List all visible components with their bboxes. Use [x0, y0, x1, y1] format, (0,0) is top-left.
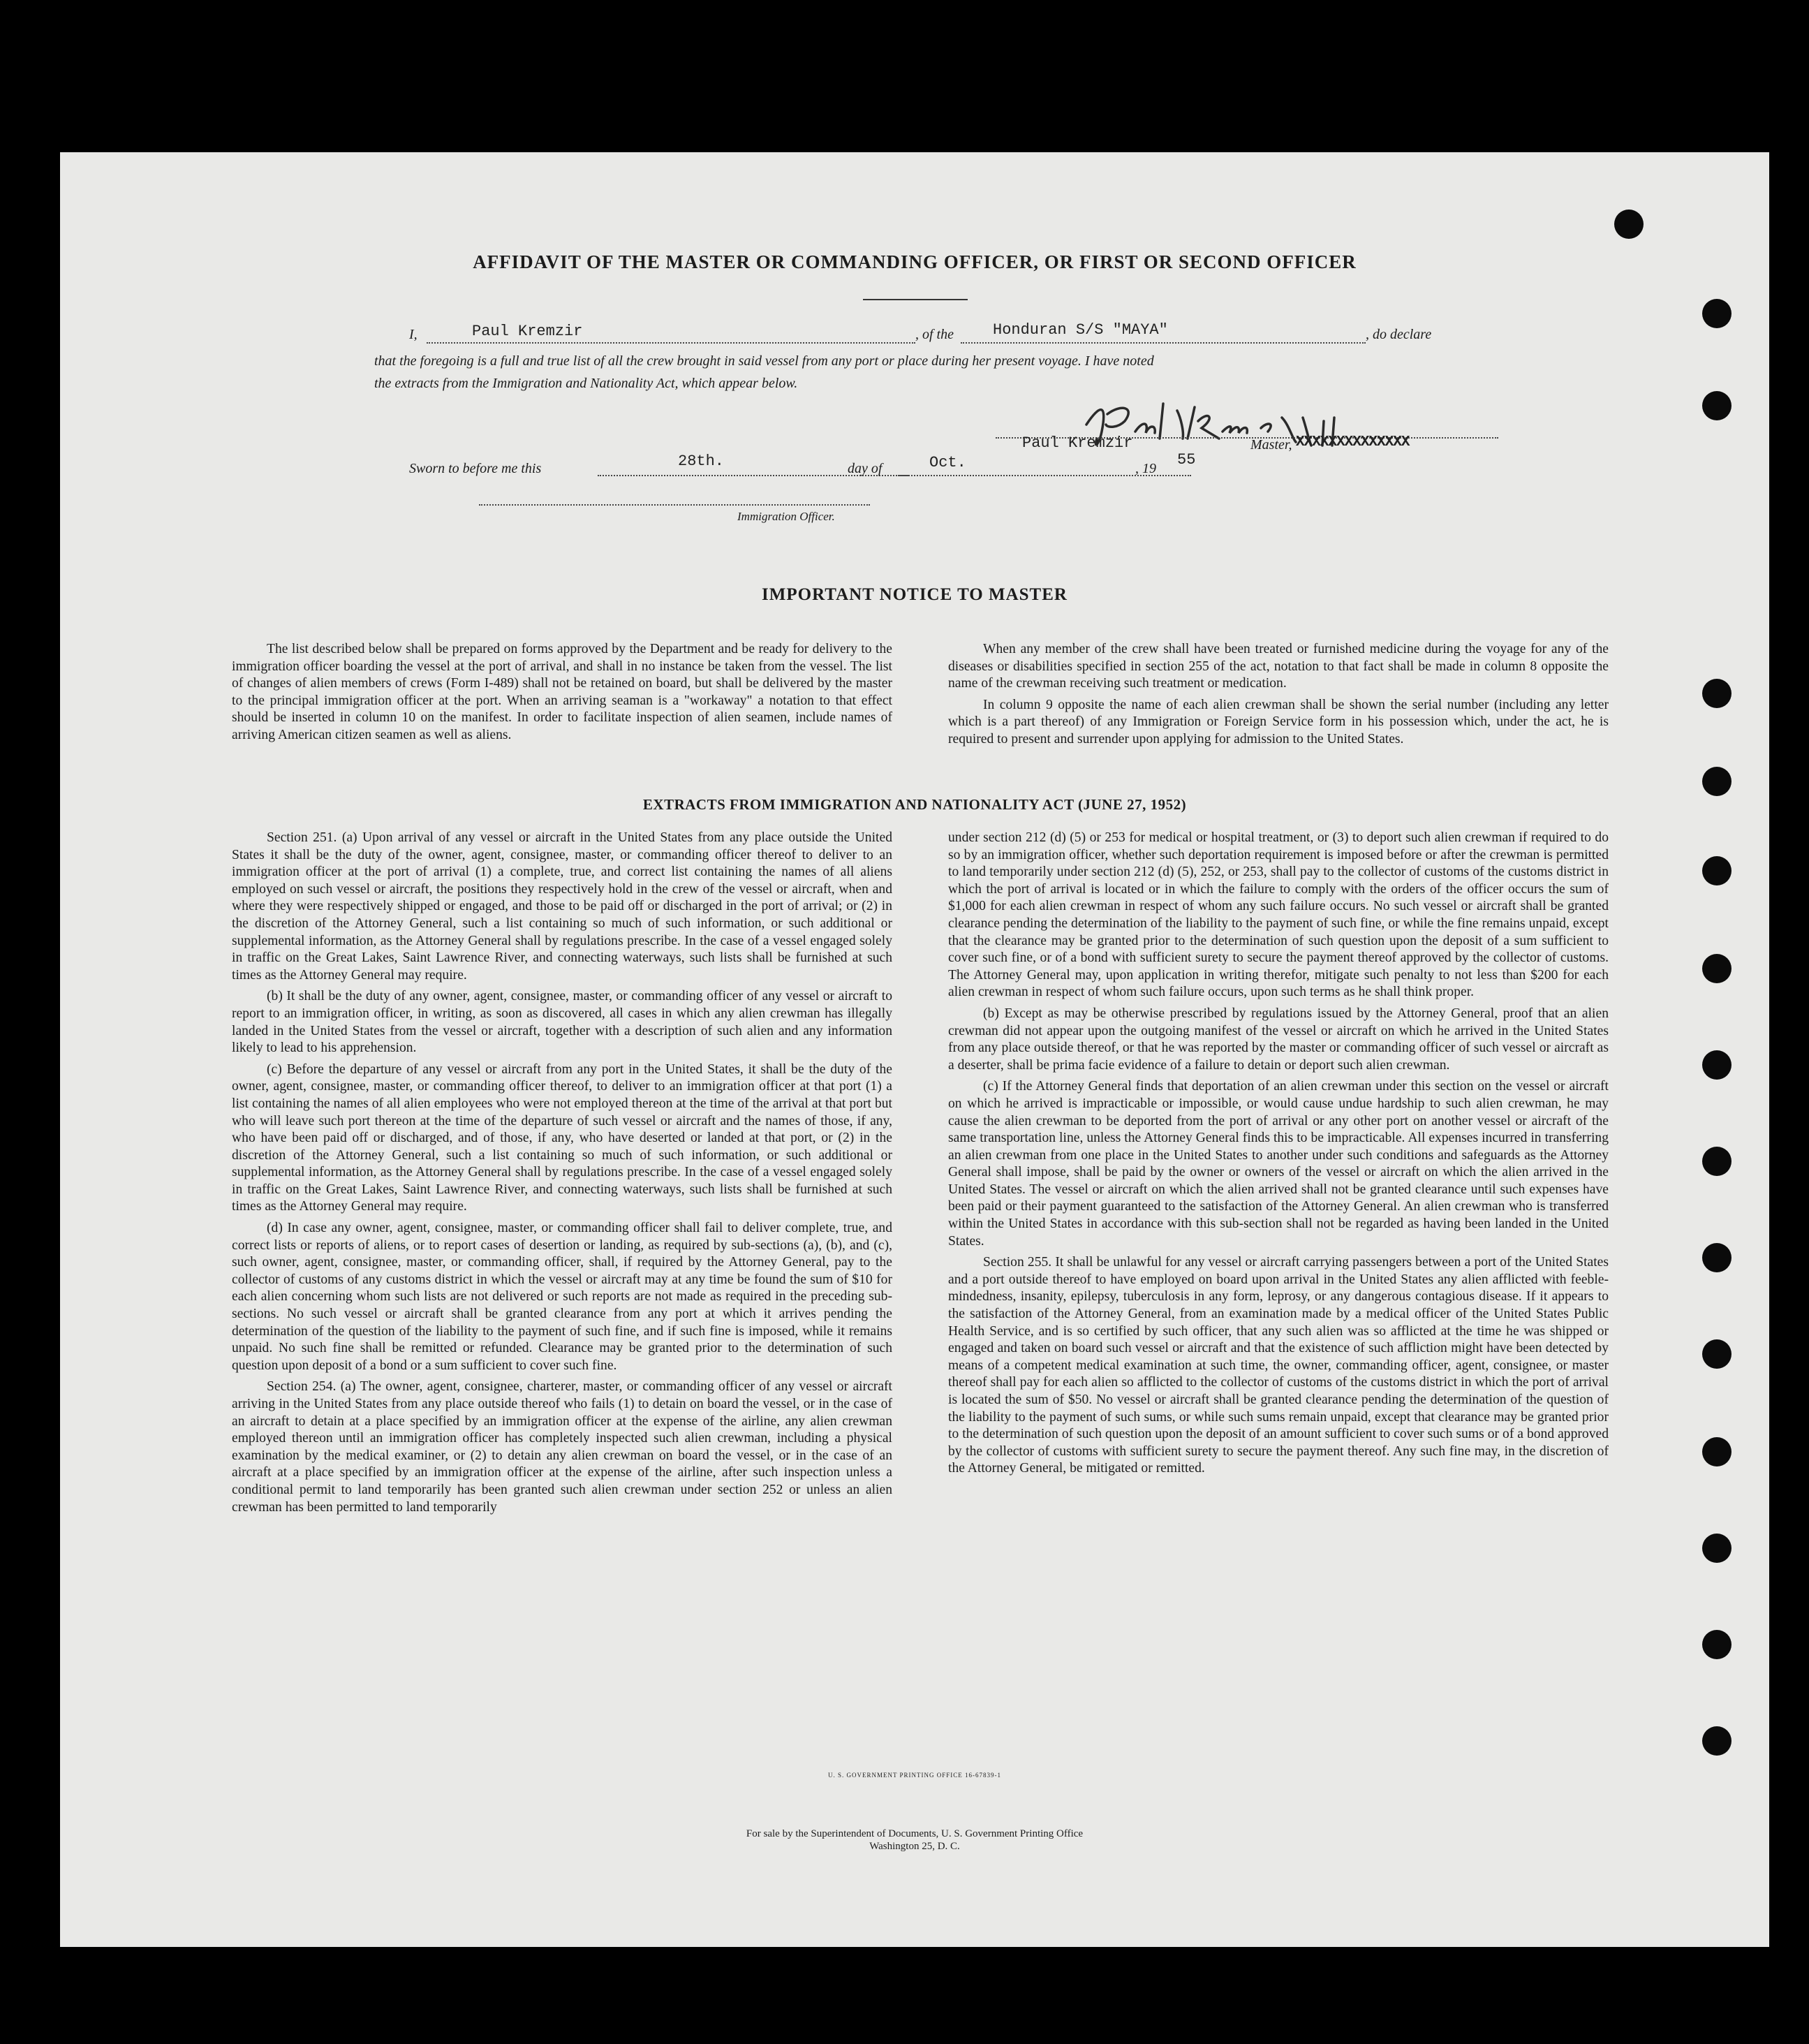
- punch-hole: [1702, 1726, 1732, 1756]
- punch-hole: [1702, 954, 1732, 983]
- punch-hole: [1702, 1339, 1732, 1369]
- document-page: [60, 152, 1769, 1947]
- sale-line-2: Washington 25, D. C.: [869, 1841, 960, 1852]
- extract-section-255: Section 255. It shall be unlawful for any vessel or aircraft carrying passengers between a port of the United States and a port outside thereof to have employed on board upon arrival in the United States any alien afflicted with feeble-mindedness, insanity, epilepsy, tuberculosis in any form, leprosy, or any dangerous contagious disease. If it appears to the satisfaction of the Attorney General, from an examination made by a medical officer of the United States Public Health Service, and is so certified by such officer, that any such alien was so afflicted at the time he was shipped or engaged and taken on board such vessel or aircraft and that the existence of such affliction might have been detected by means of a competent medical examination at such time, the owner, commanding officer, agent, consignee, or master thereof shall pay for each alien so afflicted to the collector of customs of the customs district in which the port of arrival is located the sum of $50. No vessel or aircraft shall be granted clearance pending the determination of the question of the liability to the payment of such sums, or while such sums remain unpaid, except that clearance may be granted prior to the determination of such question upon the deposit of an amount sufficient to cover such sums or of a bond approved by the collector of customs with sufficient surety to secure the payment thereof. Any such fine may, in the discretion of the Attorney General, be mitigated or remitted.: [948, 1255, 1609, 1476]
- sworn-day: 28th.: [678, 453, 725, 470]
- declaration-line-3: the extracts from the Immigration and Nationality Act, which appear below.: [374, 376, 798, 391]
- extracts-right-column: [948, 830, 1609, 1482]
- extract-section-251b: (b) It shall be the duty of any owner, agent, consignee, master, or commanding officer of any vessel or aircraft to report to an immigration officer, in writing, as soon as discovered, all cases in which any alien crewman has illegally landed in the United States from the vessel or aircraft, together with a description of such alien and any information likely to lead to his apprehension.: [232, 989, 892, 1056]
- name-line: [427, 342, 915, 344]
- extract-section-254c: (c) If the Attorney General finds that deportation of an alien crewman under this section on the vessel or aircraft on which he arrived is impracticable or impossible, or would cause undue hardship to such alien crewman, he may cause the alien crewman to be deported from the port of arrival or any other port on another vessel or aircraft of the same transportation line, unless the Attorney General finds this to be impracticable. All expenses incurred in transferring an alien crewman from one place in the United States to another under such conditions and safeguards as the Attorney General shall impose, shall be paid by the owner or owners of the vessel or aircraft on which the alien arrived in the United States. The vessel or aircraft on which the alien arrived shall not be granted clearance until such expenses have been paid or their payment guaranteed to the satisfaction of the Attorney General. An alien crewman who is transferred within the United States in accordance with this sub-section shall not be regarded as having been landed in the United States.: [948, 1079, 1609, 1249]
- punch-hole: [1702, 767, 1732, 796]
- sworn-label: Sworn to before me this: [409, 461, 542, 476]
- notice-right: [948, 641, 1609, 753]
- punch-hole: [1702, 1630, 1732, 1659]
- sworn-year: 55: [1177, 451, 1196, 469]
- extract-section-251c: (c) Before the departure of any vessel or aircraft from any port in the United States, it shall be the duty of the owner, agent, consignee, master, or commanding officer thereof, to deliver to an immigration officer at that port (1) a list containing the names of all alien employees who were not employed thereon at the time of the arrival at that port but who will leave such port thereon at the time of the departure of such vessel or aircraft and the names of those, if any, who have been paid off or discharged, and of those, if any, who have deserted or landed at that port, or (2) in the discretion of the Attorney General, such a list containing so much of such information, or such additional or supplemental information, as the Attorney General shall by regulations prescribe. In the case of a vessel engaged solely in traffic on the Great Lakes, Saint Lawrence River, and connecting waterways, such lists shall be furnished at such times as the Attorney General may require.: [232, 1061, 892, 1214]
- affidavit-title: AFFIDAVIT OF THE MASTER OR COMMANDING OFFICER, OR FIRST OR SECOND OFFICER: [473, 251, 1357, 272]
- declarant-name: Paul Kremzir: [472, 323, 583, 340]
- notice-title: IMPORTANT NOTICE TO MASTER: [762, 585, 1068, 604]
- punch-hole: [1702, 856, 1732, 885]
- master-strikeout: XXXXXXXXXXXXXX: [1296, 434, 1410, 450]
- extract-section-251a: Section 251. (a) Upon arrival of any vessel or aircraft in the United States from any place outside the United States it shall be the duty of the owner, agent, consignee, master, or commanding officer thereof to deliver to an immigration officer at the port of arrival (1) a complete, true, and correct list containing the names of all aliens employed on such vessel or aircraft, the positions they respectively hold in the crew of the vessel or aircraft, when and where they were respectively shipped or engaged, and those to be paid off or discharged in the port of arrival; or (2) in the discretion of the Attorney General, such a list containing so much of such information, or such additional or supplemental information, as the Attorney General shall by regulations prescribe. In the case of a vessel engaged solely in traffic on the Great Lakes, Saint Lawrence River, and connecting waterways, such lists shall be furnished at such times as the Attorney General may require.: [232, 830, 892, 983]
- notice-right-paragraph-2: In column 9 opposite the name of each alien crewman shall be shown the serial number (including any letter which is a part thereof) of any Immigration or Foreign Service form in his possession which, under the act, he is required to present and surrender upon applying for admission to the United States.: [948, 697, 1609, 747]
- punch-hole: [1702, 1050, 1732, 1080]
- punch-hole: [1702, 1534, 1732, 1563]
- year-prefix: , 19: [1135, 461, 1156, 476]
- punch-hole: [1702, 679, 1732, 708]
- extract-section-254b: (b) Except as may be otherwise prescribed by regulations issued by the Attorney General, proof that an alien crewman did not appear upon the outgoing manifest of the vessel or aircraft on which he arrived in the United States from any place outside thereof, or that he was reported by the master or commanding officer of such vessel or aircraft as a deserter, shall be prima facie evidence of a failure to detain or deport such alien crewman.: [948, 1006, 1609, 1073]
- punch-hole: [1702, 1243, 1732, 1272]
- do-declare-label: , do declare: [1366, 327, 1432, 342]
- extract-section-251d: (d) In case any owner, agent, consignee, master, or commanding officer shall fail to deliver complete, true, and correct lists or reports of aliens, or to report cases of desertion or landing, as required by sub-sections (a), (b), and (c), such owner, agent, consignee, master, or commanding officer, shall, if required by the Attorney General, pay to the collector of customs of any customs district in which the vessel or aircraft may at any time be found the sum of $10 for each alien concerning whom such lists are not delivered or such reports are not made as required in the preceding sub-sections. No such vessel or aircraft shall be granted clearance from any port at which it arrives pending the determination of the question of the liability to the payment of such fine, and if such fine is imposed, while it remains unpaid. No such fine shall be remitted or refunded. Clearance may be granted prior to the determination of such question upon deposit of a bond or a sum sufficient to cover such fine.: [232, 1221, 892, 1373]
- notice-right-paragraph-1: When any member of the crew shall have been treated or furnished medicine during the voyage for any of the diseases or disabilities specified in section 255 of the act, notation to that fact shall be made in column 8 opposite the name of the crewman receiving such treatment or medication.: [948, 642, 1609, 691]
- punch-hole: [1614, 209, 1644, 239]
- master-label: Master,: [1250, 437, 1292, 453]
- punch-hole: [1702, 299, 1732, 328]
- printing-office-code: U. S. GOVERNMENT PRINTING OFFICE 16-67839-1: [827, 1772, 1002, 1779]
- extracts-title: EXTRACTS FROM IMMIGRATION AND NATIONALITY ACT (JUNE 27, 1952): [642, 796, 1187, 813]
- sworn-month: Oct.: [929, 454, 966, 471]
- of-the-label: , of the: [915, 327, 954, 342]
- officer-line: [479, 504, 870, 506]
- title-divider: [863, 299, 968, 300]
- punch-hole: [1702, 1147, 1732, 1176]
- day-of-label: day of: [848, 461, 883, 476]
- vessel-line: [961, 342, 1366, 344]
- extract-section-254a-cont: under section 212 (d) (5) or 253 for medical or hospital treatment, or (3) to deport such alien crewman if required to do so by an immigration officer, whether such deportation requirement is imposed before or after the crewman is permitted to land temporarily under section 212 (d) (5), 252, or 253, shall pay to the collector of customs of the customs district in which the port of arrival is located or in which the failure to comply with the orders of the officer occurs the sum of $1,000 for each alien crewman in respect of whom any such failure occurs. No such vessel or aircraft shall be granted clearance pending the determination of the liability to the payment of such fine, or while the fine remains unpaid, except that the clearance may be granted prior to the determination of such question upon the deposit of a sum sufficient to cover such fine, or of a bond with sufficient surety to secure the payment thereof approved by the collector of customs. The Attorney General may, upon application in writing therefor, mitigate such penalty to not less than $200 for each alien crewman in respect of whom such failure occurs, upon such terms as he shall think proper.: [948, 830, 1609, 1000]
- vessel-name: Honduran S/S "MAYA": [993, 321, 1168, 339]
- notice-left-paragraph: The list described below shall be prepared on forms approved by the Department and be ready for delivery to the immigration officer boarding the vessel at the port of arrival, and shall in no instance be taken from the vessel. The list of changes of alien members of crews (Form I-489) shall not be retained on board, but shall be delivered by the master to the principal immigration officer at the port. When an arriving seaman is a "workaway" a notation to that effect should be inserted in column 10 on the manifest. In order to facilitate inspection of alien seamen, include names of arriving American citizen seamen as well as aliens.: [232, 642, 892, 742]
- immigration-officer-label: Immigration Officer.: [737, 510, 835, 523]
- signer-printed-name: Paul Kremzir: [1022, 434, 1133, 452]
- declaration-prefix: I,: [409, 327, 418, 342]
- punch-hole: [1702, 1437, 1732, 1466]
- extract-section-254a: Section 254. (a) The owner, agent, consignee, charterer, master, or commanding officer of any vessel or aircraft arriving in the United States from any place outside thereof who fails (1) to detain on board the vessel, or in the case of an aircraft to detain at a place specified by an immigration officer at the expense of the airline, any alien crewman employed thereon until an immigration officer has completely inspected such alien crewman, including a physical examination by the medical examiner, or (2) to detain any alien crewman on board the vessel, or in the case of an aircraft at a place specified by an immigration officer at the expense of the airline, after such inspection unless a conditional permit to land temporarily has been granted such alien crewman under section 252 or unless an alien crewman has been permitted to land temporarily: [232, 1379, 892, 1515]
- notice-left: [232, 641, 892, 749]
- declaration-line-2: that the foregoing is a full and true list of all the crew brought in said vessel from any port or place during her present voyage. I have noted: [374, 353, 1154, 369]
- punch-hole: [1702, 391, 1732, 420]
- sale-line-1: For sale by the Superintendent of Documents, U. S. Government Printing Office: [746, 1828, 1084, 1839]
- extracts-left-column: [232, 830, 892, 1520]
